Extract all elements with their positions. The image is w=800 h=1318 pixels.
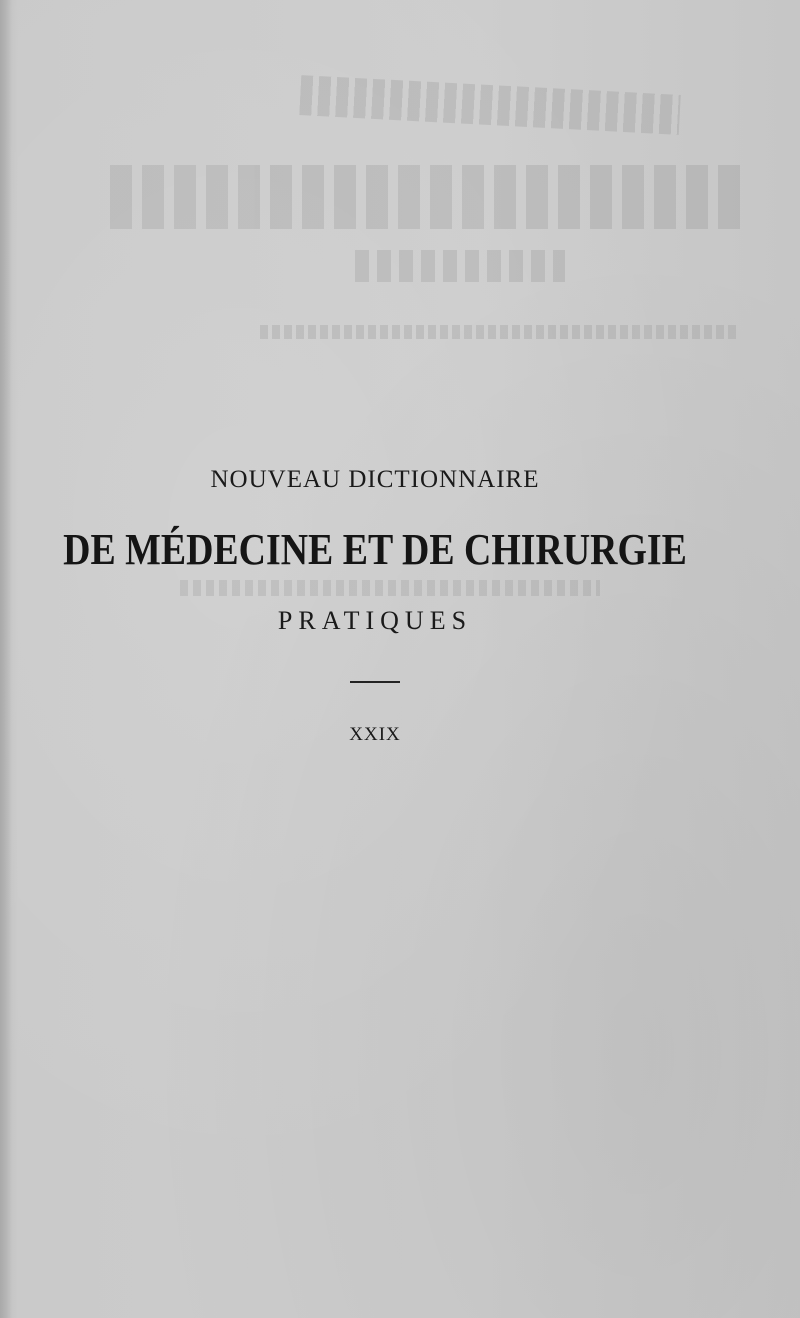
bleed-mark	[299, 75, 681, 135]
title-line-nouveau-dictionnaire: NOUVEAU DICTIONNAIRE	[210, 466, 540, 493]
title-rule-divider	[350, 681, 400, 683]
bleed-mark	[110, 165, 750, 229]
title-line-main: DE MÉDECINE ET DE CHIRURGIE	[63, 525, 687, 574]
title-line-pratiques: PRATIQUES	[277, 606, 473, 635]
bleed-mark	[180, 580, 600, 596]
bleed-mark	[355, 250, 565, 282]
bleed-mark	[260, 325, 740, 339]
volume-number: XXIX	[349, 724, 401, 745]
binding-shadow	[0, 0, 12, 1318]
